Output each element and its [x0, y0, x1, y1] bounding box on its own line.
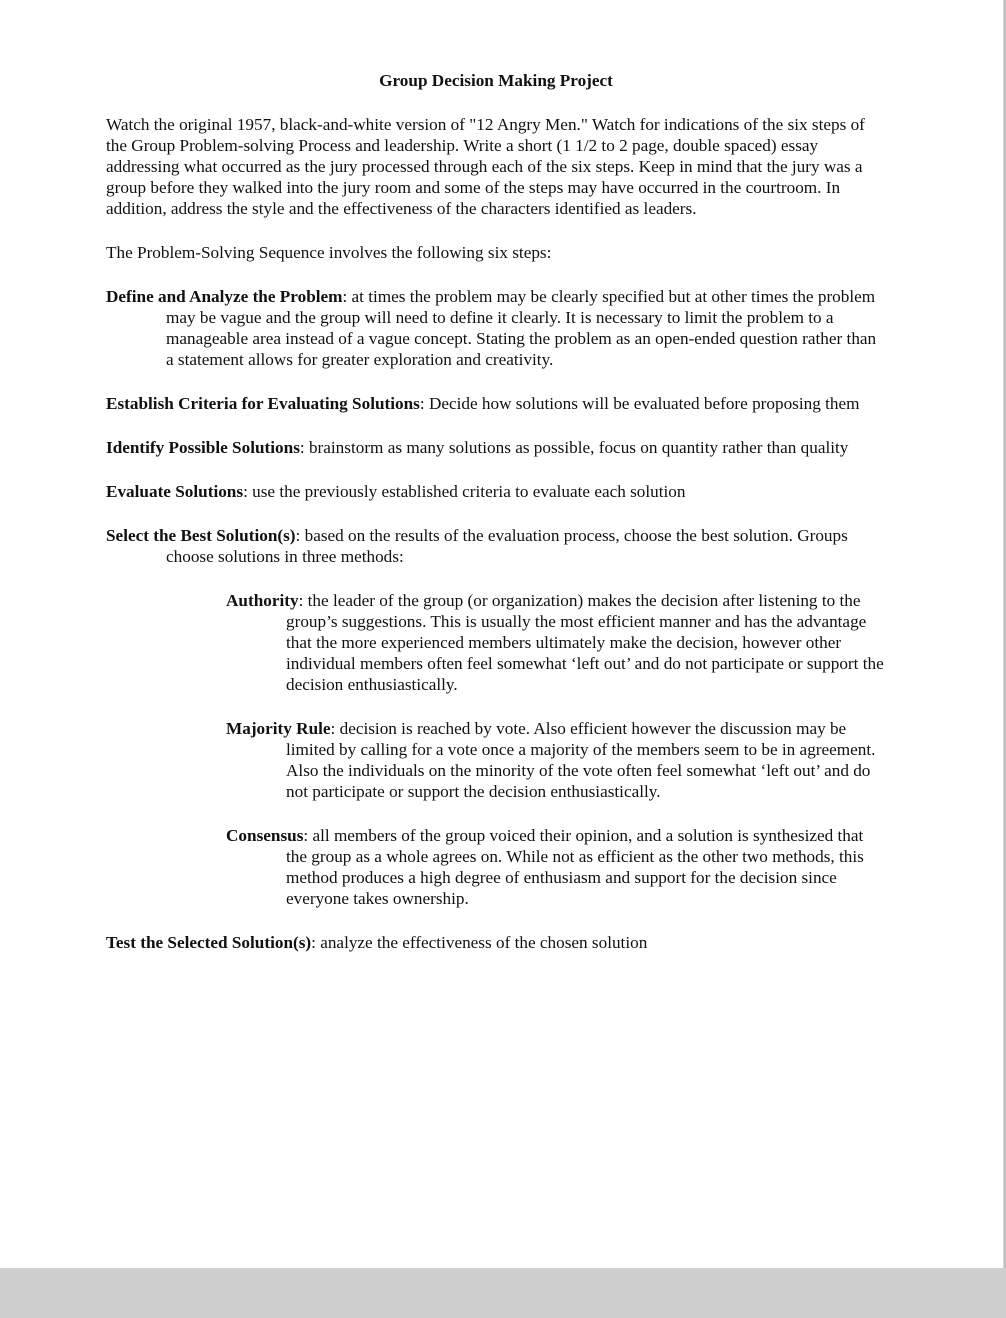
step-term: Evaluate Solutions [106, 482, 244, 501]
step-identify-solutions [106, 437, 886, 458]
step-establish-criteria [106, 393, 886, 414]
step-evaluate-solutions [106, 481, 886, 502]
method-term: Consensus [226, 826, 304, 845]
step-term: Identify Possible Solutions [106, 438, 300, 457]
step-term: Define and Analyze the Problem [106, 287, 343, 306]
step-term: Establish Criteria for Evaluating Solutions [106, 394, 420, 413]
step-text: : Decide how solutions will be evaluated before proposing them [419, 394, 860, 413]
document-title: Group Decision Making Project [379, 71, 613, 90]
method-consensus [226, 825, 886, 909]
step-term: Select the Best Solution(s) [106, 526, 296, 545]
method-authority [226, 590, 886, 695]
method-text: : the leader of the group (or organization) makes the decision after listening to the group’s suggestions. This is usually the most efficient manner and has the advantage that the more experienced members ultimately make the decision, however other individual members often feel somewhat ‘left out’ and do not participate or support the decision enthusiastically. [286, 591, 884, 694]
intro-paragraph: Watch the original 1957, black-and-white version of "12 Angry Men." Watch for indications of the six steps of the Group Problem-solving Process and leadership. Write a short (1 1/2 to 2 page, double spaced) essay addressing what occurred as the jury processed through each of the six steps. Keep in mind that the jury was a group before they walked into the jury room and some of the steps may have occurred in the courtroom. In addition, address the style and the effectiveness of the characters identified as leaders. [106, 115, 865, 218]
step-test-solution [106, 932, 886, 953]
method-text: : all members of the group voiced their opinion, and a solution is synthesized that the group as a whole agrees on. While not as efficient as the other two methods, this method produces a high degree of enthusiasm and support for the decision since everyone takes ownership. [286, 826, 864, 908]
steps-lead-in: The Problem-Solving Sequence involves the following six steps: [106, 243, 552, 262]
step-select-best [106, 525, 886, 567]
method-text: : decision is reached by vote. Also efficient however the discussion may be limited by calling for a vote once a majority of the members seem to be in agreement. Also the individuals on the minority of the vote often feel somewhat ‘left out’ and do not participate or support the decision enthusiastically. [286, 719, 876, 801]
method-term: Authority [226, 591, 299, 610]
method-majority-rule [226, 718, 886, 802]
step-text: : at times the problem may be clearly specified but at other times the problem may be vague and the group will need to define it clearly. It is necessary to limit the problem to a manageable area instead of a vague concept. Stating the problem as an open-ended question rather than a statement allows for greater exploration and creativity. [166, 287, 877, 369]
step-text: : brainstorm as many solutions as possible, focus on quantity rather than quality [299, 438, 849, 457]
method-term: Majority Rule [226, 719, 331, 738]
step-text: : based on the results of the evaluation process, choose the best solution. Groups choose solutions in three methods: [166, 526, 848, 566]
step-text: : analyze the effectiveness of the chosen solution [311, 933, 648, 952]
step-term: Test the Selected Solution(s) [106, 933, 312, 952]
document-content [106, 70, 886, 976]
step-text: : use the previously established criteria to evaluate each solution [243, 482, 686, 501]
step-define-analyze [106, 286, 886, 370]
